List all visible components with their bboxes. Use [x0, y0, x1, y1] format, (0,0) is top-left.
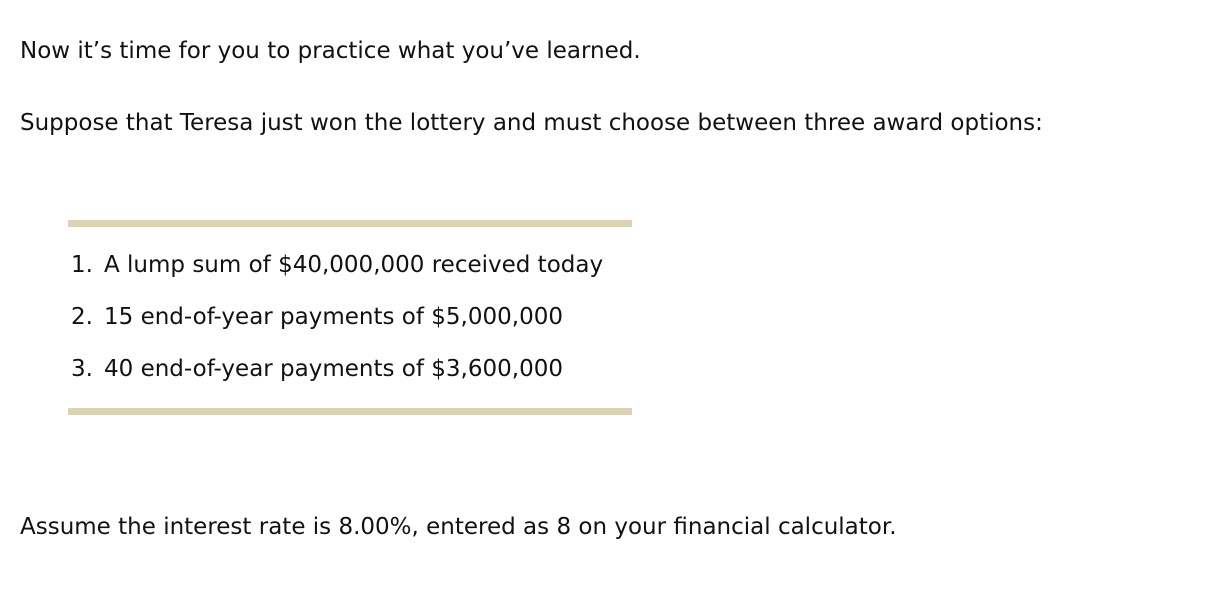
award-options-list — [68, 250, 603, 406]
award-option-2 — [68, 302, 603, 354]
award-options-box — [68, 220, 632, 415]
intro-paragraph: Now it’s time for you to practice what you’ve learned. — [20, 38, 641, 64]
option-text: 15 end-of-year payments of $5,000,000 — [104, 304, 563, 330]
top-rule — [68, 220, 632, 227]
option-text: A lump sum of $40,000,000 received today — [104, 252, 604, 278]
award-option-1 — [68, 250, 603, 302]
option-text: 40 end-of-year payments of $3,600,000 — [104, 356, 563, 382]
award-option-3 — [68, 354, 603, 406]
assumption-paragraph: Assume the interest rate is 8.00%, entered as 8 on your financial calculator. — [20, 514, 897, 540]
option-number: 1. — [71, 252, 93, 278]
option-number: 2. — [71, 304, 93, 330]
setup-paragraph: Suppose that Teresa just won the lottery and must choose between three award options: — [20, 110, 1043, 136]
option-number: 3. — [71, 356, 93, 382]
bottom-rule — [68, 408, 632, 415]
